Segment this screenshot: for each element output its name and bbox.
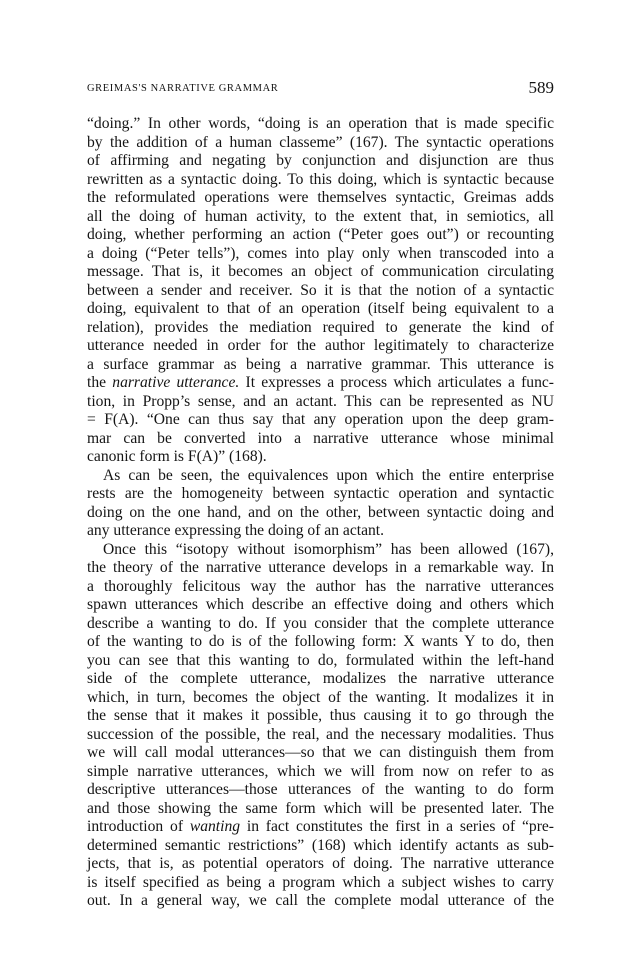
italic-term: wanting [189, 818, 241, 835]
text-line [87, 374, 554, 393]
text-segment: the [87, 374, 113, 391]
body-text [87, 115, 554, 911]
text-line: by the addition of a human classeme” (167). The syntactic operations [87, 133, 554, 151]
text-line: rests are the homogeneity between syntactic operation and syntactic [87, 485, 554, 502]
text-segment: introduction of [87, 818, 190, 835]
text-line: message. That is, it becomes an object of communication circulating [87, 263, 554, 280]
text-line: the theory of the narrative utterance develops in a remarkable way. In [87, 559, 554, 576]
text-line: of affirming and negating by conjunction and disjunction are thus [87, 152, 554, 169]
text-line: relation), provides the mediation required to generate the kind of [87, 318, 554, 336]
text-line: simple narrative utterances, which we will from now on refer to as [87, 762, 554, 780]
text-line: utterance needed in order for the author legitimately to characterize [87, 337, 554, 354]
text-line: doing, equivalent to that of an operation (itself being equivalent to a [87, 300, 554, 317]
text-line: we will call modal utterances—so that we can distinguish them from [87, 744, 554, 761]
text-line: which, in turn, becomes the object of the wanting. It modalizes it in [87, 688, 554, 706]
text-line: the sense that it makes it possible, thus causing it to go through the [87, 707, 554, 724]
text-line: a thoroughly felicitous way the author has the narrative utterances [87, 577, 554, 595]
italic-term: narrative utterance. [112, 374, 240, 391]
page-number: 589 [528, 78, 554, 97]
text-line: of the wanting to do is of the following form: X wants Y to do, then [87, 633, 554, 650]
text-line: “doing.” In other words, “doing is an operation that is made specific [87, 115, 554, 132]
text-line: a doing (“Peter tells”), comes into play only when transcoded into a [87, 244, 554, 262]
running-head [87, 78, 554, 104]
book-page [87, 78, 554, 911]
text-line: out. In a general way, we call the complete modal utterance of the [87, 892, 554, 909]
text-line: and those showing the same form which will be presented later. The [87, 799, 554, 817]
text-line: = F(A). “One can thus say that any operation upon the deep gram- [87, 411, 554, 428]
text-line [87, 818, 554, 837]
text-segment: It expresses a process which articulates a func- [239, 374, 554, 391]
text-line: succession of the possible, the real, and the necessary modalities. Thus [87, 725, 554, 743]
text-line: side of the complete utterance, modalizes the narrative utterance [87, 670, 554, 687]
text-line: any utterance expressing the doing of an actant. [87, 522, 385, 539]
text-line: doing, whether performing an action (“Peter goes out”) or recounting [87, 226, 554, 243]
text-line: you can see that this wanting to do, formulated within the left-hand [87, 651, 554, 669]
text-line: between a sender and receiver. So it is that the notion of a syntactic [87, 281, 554, 299]
text-line: As can be seen, the equivalences upon which the entire enterprise [103, 466, 554, 484]
text-line: descriptive utterances—those utterances of the wanting to do form [87, 781, 554, 798]
text-line: doing on the one hand, and on the other, between syntactic doing and [87, 503, 554, 521]
running-title: GREIMAS'S NARRATIVE GRAMMAR [87, 83, 279, 94]
text-line: canonic form is F(A)” (168). [87, 448, 267, 465]
text-segment: in fact constitutes the first in a series of “pre- [240, 818, 554, 835]
text-line: determined semantic restrictions” (168) which identify actants as sub- [87, 836, 554, 854]
text-line: a surface grammar as being a narrative grammar. This utterance is [87, 355, 554, 373]
text-line: jects, that is, as potential operators of doing. The narrative utterance [87, 855, 554, 872]
text-line: Once this “isotopy without isomorphism” has been allowed (167), [103, 540, 554, 558]
text-line: mar can be converted into a narrative utterance whose minimal [87, 429, 554, 447]
text-line: the reformulated operations were themselves syntactic, Greimas adds [87, 189, 554, 206]
text-line: spawn utterances which describe an effective doing and others which [87, 596, 554, 613]
text-line: is itself specified as being a program which a subject wishes to carry [87, 873, 554, 891]
text-line: tion, in Propp’s sense, and an actant. This can be represented as NU [87, 392, 554, 410]
text-line: describe a wanting to do. If you consider that the complete utterance [87, 614, 554, 632]
text-line: all the doing of human activity, to the extent that, in semiotics, all [87, 207, 554, 225]
text-line: rewritten as a syntactic doing. To this doing, which is syntactic because [87, 170, 554, 188]
